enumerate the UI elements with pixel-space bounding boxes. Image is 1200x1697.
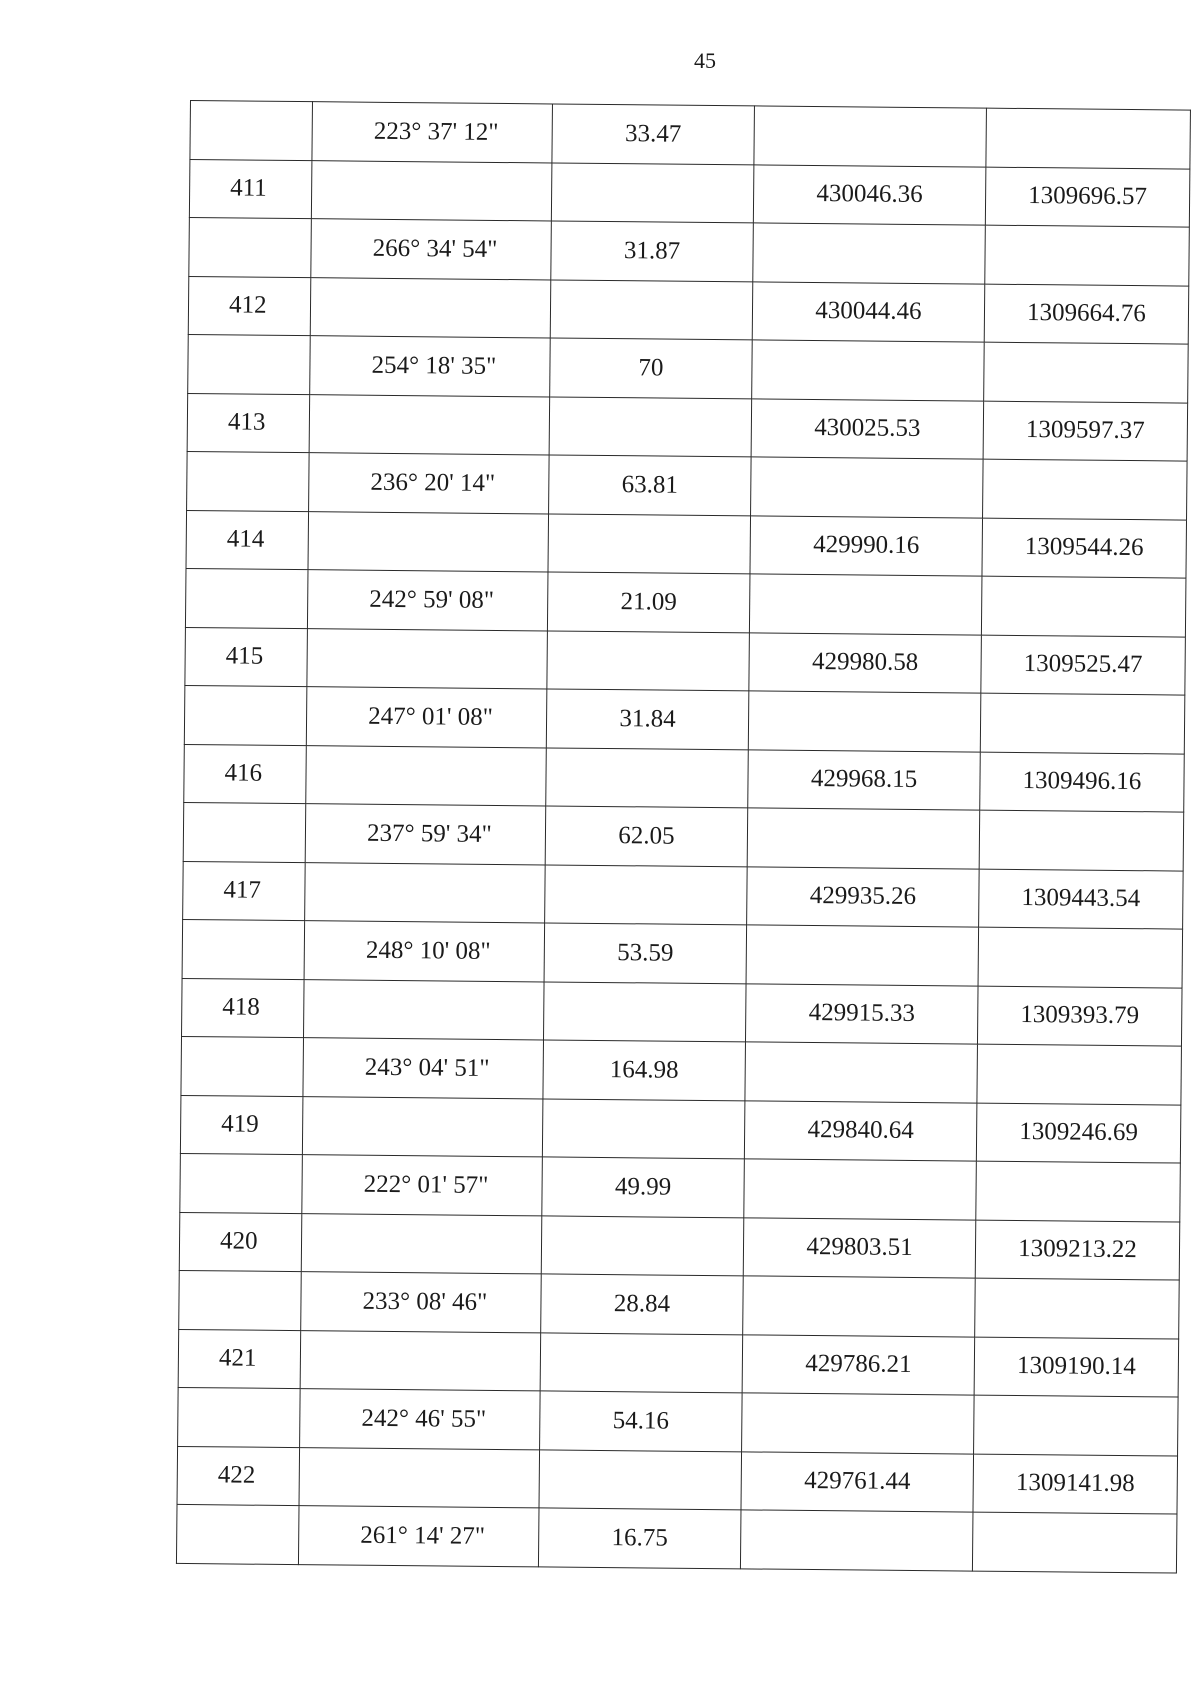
distance-cell — [541, 1215, 744, 1275]
station-cell — [185, 568, 308, 628]
distance-cell: 164.98 — [543, 1040, 746, 1100]
bearing-cell — [311, 160, 552, 221]
station-cell: 422 — [177, 1446, 300, 1506]
bearing-cell — [306, 745, 547, 806]
northing-cell — [744, 1159, 977, 1220]
station-cell: 421 — [178, 1329, 301, 1389]
table-row-leg — [183, 802, 1184, 870]
distance-cell: 70 — [550, 338, 753, 398]
bearing-cell: 233° 08' 46" — [301, 1272, 542, 1333]
table-row-leg — [176, 1504, 1177, 1572]
table-row-leg — [178, 1387, 1179, 1455]
distance-cell: 53.59 — [544, 923, 747, 983]
table-row-station — [179, 1212, 1180, 1280]
bearing-cell — [301, 1213, 542, 1274]
distance-cell — [551, 162, 754, 222]
easting-cell — [974, 1395, 1179, 1455]
table-row-leg — [185, 568, 1186, 636]
easting-cell: 1309443.54 — [979, 869, 1184, 929]
bearing-cell: 242° 46' 55" — [300, 1389, 541, 1450]
bearing-cell: 248° 10' 08" — [304, 921, 545, 982]
northing-cell: 429803.51 — [743, 1217, 976, 1278]
bearing-cell: 237° 59' 34" — [305, 804, 546, 865]
station-cell: 417 — [183, 861, 306, 921]
station-cell: 418 — [182, 978, 305, 1038]
table-row-leg — [180, 1153, 1181, 1221]
table-row-station — [185, 627, 1186, 695]
bearing-cell — [300, 1330, 541, 1391]
northing-cell: 429980.58 — [749, 632, 982, 693]
northing-cell: 429840.64 — [744, 1100, 977, 1161]
table-row-station — [183, 861, 1184, 929]
easting-cell — [978, 927, 1183, 987]
station-cell: 415 — [185, 627, 308, 687]
distance-cell: 16.75 — [538, 1508, 741, 1568]
easting-cell: 1309696.57 — [985, 167, 1190, 227]
bearing-cell: 243° 04' 51" — [303, 1038, 544, 1099]
table-row-station — [186, 510, 1187, 578]
table-row-station — [187, 393, 1188, 461]
distance-cell — [549, 396, 752, 456]
northing-cell — [740, 1510, 973, 1571]
northing-cell: 430025.53 — [751, 398, 984, 459]
distance-cell: 28.84 — [541, 1274, 744, 1334]
northing-cell — [752, 340, 985, 401]
table-row-leg — [190, 101, 1191, 169]
easting-cell — [972, 1512, 1177, 1572]
table-row-station — [180, 1095, 1181, 1163]
northing-cell — [751, 457, 984, 518]
easting-cell: 1309544.26 — [982, 518, 1187, 578]
station-cell: 416 — [184, 744, 307, 804]
table-row-station — [178, 1329, 1179, 1397]
table-row-station — [177, 1446, 1178, 1514]
bearing-cell: 242° 59' 08" — [307, 570, 548, 631]
bearing-cell — [299, 1447, 540, 1508]
bearing-cell — [307, 628, 548, 689]
distance-cell — [547, 630, 750, 690]
distance-cell — [539, 1449, 742, 1509]
northing-cell — [748, 691, 981, 752]
distance-cell: 49.99 — [542, 1157, 745, 1217]
bearing-cell — [308, 511, 549, 572]
northing-cell: 429990.16 — [750, 515, 983, 576]
distance-cell: 31.87 — [551, 221, 754, 281]
easting-cell — [975, 1278, 1180, 1338]
survey-coordinate-table — [176, 100, 1191, 1573]
bearing-cell: 254° 18' 35" — [310, 336, 551, 397]
station-cell — [176, 1504, 299, 1564]
northing-cell — [745, 1042, 978, 1103]
table-row-leg — [184, 685, 1185, 753]
station-cell — [189, 217, 312, 277]
page-number: 45 — [694, 48, 716, 73]
easting-cell — [981, 576, 1186, 636]
northing-cell: 429915.33 — [745, 983, 978, 1044]
bearing-cell: 222° 01' 57" — [302, 1155, 543, 1216]
northing-cell — [749, 574, 982, 635]
station-cell: 414 — [186, 510, 309, 570]
easting-cell: 1309597.37 — [983, 401, 1188, 461]
table-row-leg — [179, 1270, 1180, 1338]
station-cell: 412 — [188, 276, 311, 336]
distance-cell — [545, 864, 748, 924]
station-cell: 420 — [179, 1212, 302, 1272]
station-cell — [183, 802, 306, 862]
distance-cell: 62.05 — [545, 806, 748, 866]
northing-cell: 430046.36 — [753, 164, 986, 225]
northing-cell — [754, 106, 987, 167]
easting-cell: 1309525.47 — [981, 635, 1186, 695]
distance-cell — [540, 1332, 743, 1392]
station-cell — [188, 334, 311, 394]
distance-cell: 63.81 — [549, 455, 752, 515]
bearing-cell — [310, 277, 551, 338]
northing-cell: 429935.26 — [747, 866, 980, 927]
northing-cell: 430044.46 — [752, 281, 985, 342]
easting-cell — [986, 108, 1191, 168]
easting-cell — [985, 225, 1190, 285]
easting-cell — [976, 1161, 1181, 1221]
northing-cell: 429786.21 — [742, 1334, 975, 1395]
bearing-cell: 261° 14' 27" — [298, 1506, 539, 1567]
station-cell — [181, 1036, 304, 1096]
bearing-cell — [302, 1096, 543, 1157]
easting-cell: 1309213.22 — [975, 1220, 1180, 1280]
station-cell — [179, 1270, 302, 1330]
easting-cell: 1309393.79 — [977, 986, 1182, 1046]
northing-cell — [753, 223, 986, 284]
table-row-station — [184, 744, 1185, 812]
bearing-cell: 247° 01' 08" — [306, 687, 547, 748]
table-row-station — [188, 276, 1189, 344]
distance-cell: 21.09 — [547, 572, 750, 632]
easting-cell: 1309190.14 — [974, 1337, 1179, 1397]
station-cell: 411 — [189, 159, 312, 219]
distance-cell — [550, 279, 753, 339]
station-cell: 413 — [187, 393, 310, 453]
easting-cell: 1309246.69 — [976, 1103, 1181, 1163]
bearing-cell — [305, 862, 546, 923]
station-cell — [187, 451, 310, 511]
survey-table-container — [176, 100, 1190, 1573]
table-row-leg — [181, 1036, 1182, 1104]
easting-cell — [980, 693, 1185, 753]
northing-cell: 429761.44 — [741, 1451, 974, 1512]
bearing-cell: 266° 34' 54" — [311, 219, 552, 280]
distance-cell: 54.16 — [540, 1391, 743, 1451]
easting-cell: 1309664.76 — [984, 284, 1189, 344]
distance-cell — [548, 513, 751, 573]
survey-table-body — [176, 101, 1190, 1573]
northing-cell — [746, 925, 979, 986]
northing-cell — [742, 1393, 975, 1454]
station-cell — [182, 919, 305, 979]
table-row-leg — [182, 919, 1183, 987]
bearing-cell: 236° 20' 14" — [309, 453, 550, 514]
table-row-leg — [189, 217, 1190, 285]
distance-cell — [542, 1098, 745, 1158]
bearing-cell: 223° 37' 12" — [312, 102, 553, 163]
station-cell — [178, 1387, 301, 1447]
northing-cell — [747, 808, 980, 869]
northing-cell — [743, 1276, 976, 1337]
bearing-cell — [309, 394, 550, 455]
distance-cell: 31.84 — [546, 689, 749, 749]
table-row-station — [182, 978, 1183, 1046]
easting-cell: 1309141.98 — [973, 1454, 1178, 1514]
station-cell — [190, 101, 313, 161]
station-cell: 419 — [180, 1095, 303, 1155]
table-row-station — [189, 159, 1190, 227]
distance-cell — [546, 747, 749, 807]
easting-cell — [977, 1044, 1182, 1104]
station-cell — [180, 1153, 303, 1213]
station-cell — [184, 685, 307, 745]
northing-cell: 429968.15 — [748, 749, 981, 810]
easting-cell — [984, 342, 1189, 402]
easting-cell: 1309496.16 — [980, 752, 1185, 812]
distance-cell — [543, 981, 746, 1041]
bearing-cell — [304, 979, 545, 1040]
table-row-leg — [188, 334, 1189, 402]
easting-cell — [983, 459, 1188, 519]
table-row-leg — [187, 451, 1188, 519]
distance-cell: 33.47 — [552, 104, 755, 164]
easting-cell — [979, 810, 1184, 870]
